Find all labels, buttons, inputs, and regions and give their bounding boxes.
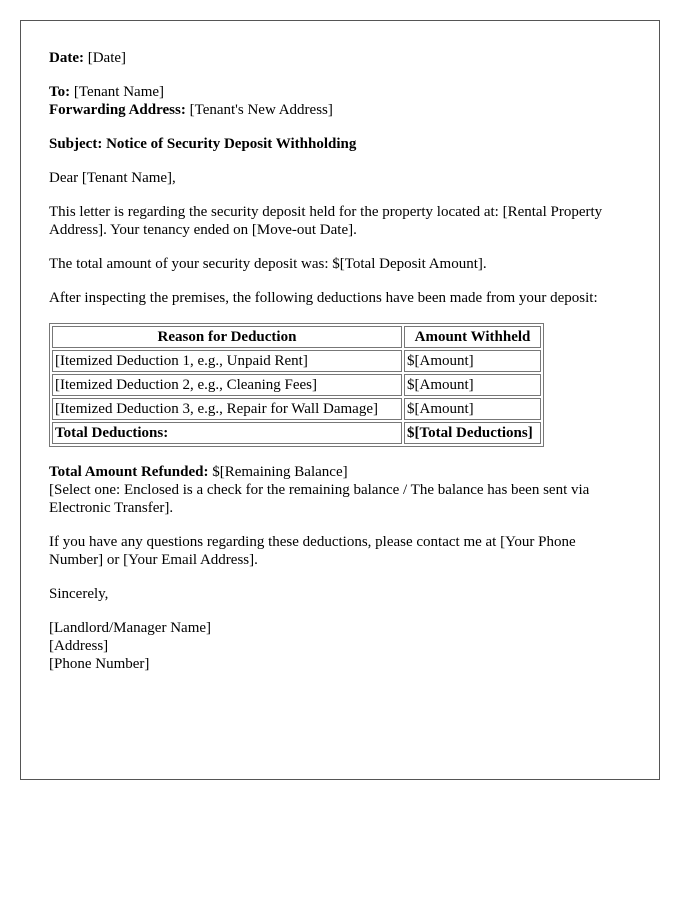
deduction-amount: $[Amount] xyxy=(404,398,541,420)
deductions-intro-paragraph: After inspecting the premises, the following deductions have been made from your deposit: xyxy=(49,290,598,306)
signature-phone: [Phone Number] xyxy=(49,656,150,672)
table-total-row xyxy=(52,422,541,444)
salutation: Dear [Tenant Name], xyxy=(49,170,176,186)
deduction-reason: [Itemized Deduction 1, e.g., Unpaid Rent] xyxy=(52,350,402,372)
date-line xyxy=(49,49,631,67)
refund-method: [Select one: Enclosed is a check for the remaining balance / The balance has been sent via Electronic Transfer]. xyxy=(49,482,590,516)
to-value: [Tenant Name] xyxy=(73,84,165,100)
date-value: [Date] xyxy=(87,50,127,66)
signature-address: [Address] xyxy=(49,638,109,654)
table-row xyxy=(52,374,541,396)
forwarding-address-value: [Tenant's New Address] xyxy=(189,102,333,118)
forwarding-address-label: Forwarding Address: xyxy=(49,102,186,118)
subject-text: Subject: Notice of Security Deposit Withholding xyxy=(49,136,357,152)
deduction-amount: $[Amount] xyxy=(404,350,541,372)
refund-line xyxy=(49,463,631,481)
subject-line xyxy=(49,135,631,153)
total-deductions-amount xyxy=(404,422,541,444)
total-deposit-paragraph: The total amount of your security deposit was: $[Total Deposit Amount]. xyxy=(49,256,487,272)
column-header-reason: Reason for Deduction xyxy=(52,326,402,348)
to-label: To: xyxy=(49,84,71,100)
total-deductions-label-text: Total Deductions: xyxy=(55,425,169,441)
date-label: Date: xyxy=(49,50,84,66)
letter-page xyxy=(20,20,660,780)
table-header-row xyxy=(52,326,541,348)
to-line xyxy=(49,83,631,101)
column-header-amount: Amount Withheld xyxy=(404,326,541,348)
deductions-table xyxy=(49,323,544,447)
refund-label: Total Amount Refunded: xyxy=(49,464,209,480)
closing: Sincerely, xyxy=(49,586,109,602)
deduction-amount: $[Amount] xyxy=(404,374,541,396)
refund-value: $[Remaining Balance] xyxy=(212,464,348,480)
deduction-reason: [Itemized Deduction 2, e.g., Cleaning Fees] xyxy=(52,374,402,396)
deduction-reason: [Itemized Deduction 3, e.g., Repair for Wall Damage] xyxy=(52,398,402,420)
contact-paragraph: If you have any questions regarding these deductions, please contact me at [Your Phone Number] or [Your Email Address]. xyxy=(49,534,576,568)
property-paragraph: This letter is regarding the security deposit held for the property located at: [Rental Property Address]. Your tenancy ended on [Move-out Date]. xyxy=(49,204,603,238)
total-deductions-amount-text: $[Total Deductions] xyxy=(407,425,533,441)
table-row xyxy=(52,398,541,420)
table-row xyxy=(52,350,541,372)
forwarding-address-line xyxy=(49,101,631,119)
signature-name: [Landlord/Manager Name] xyxy=(49,620,212,636)
total-deductions-label xyxy=(52,422,402,444)
